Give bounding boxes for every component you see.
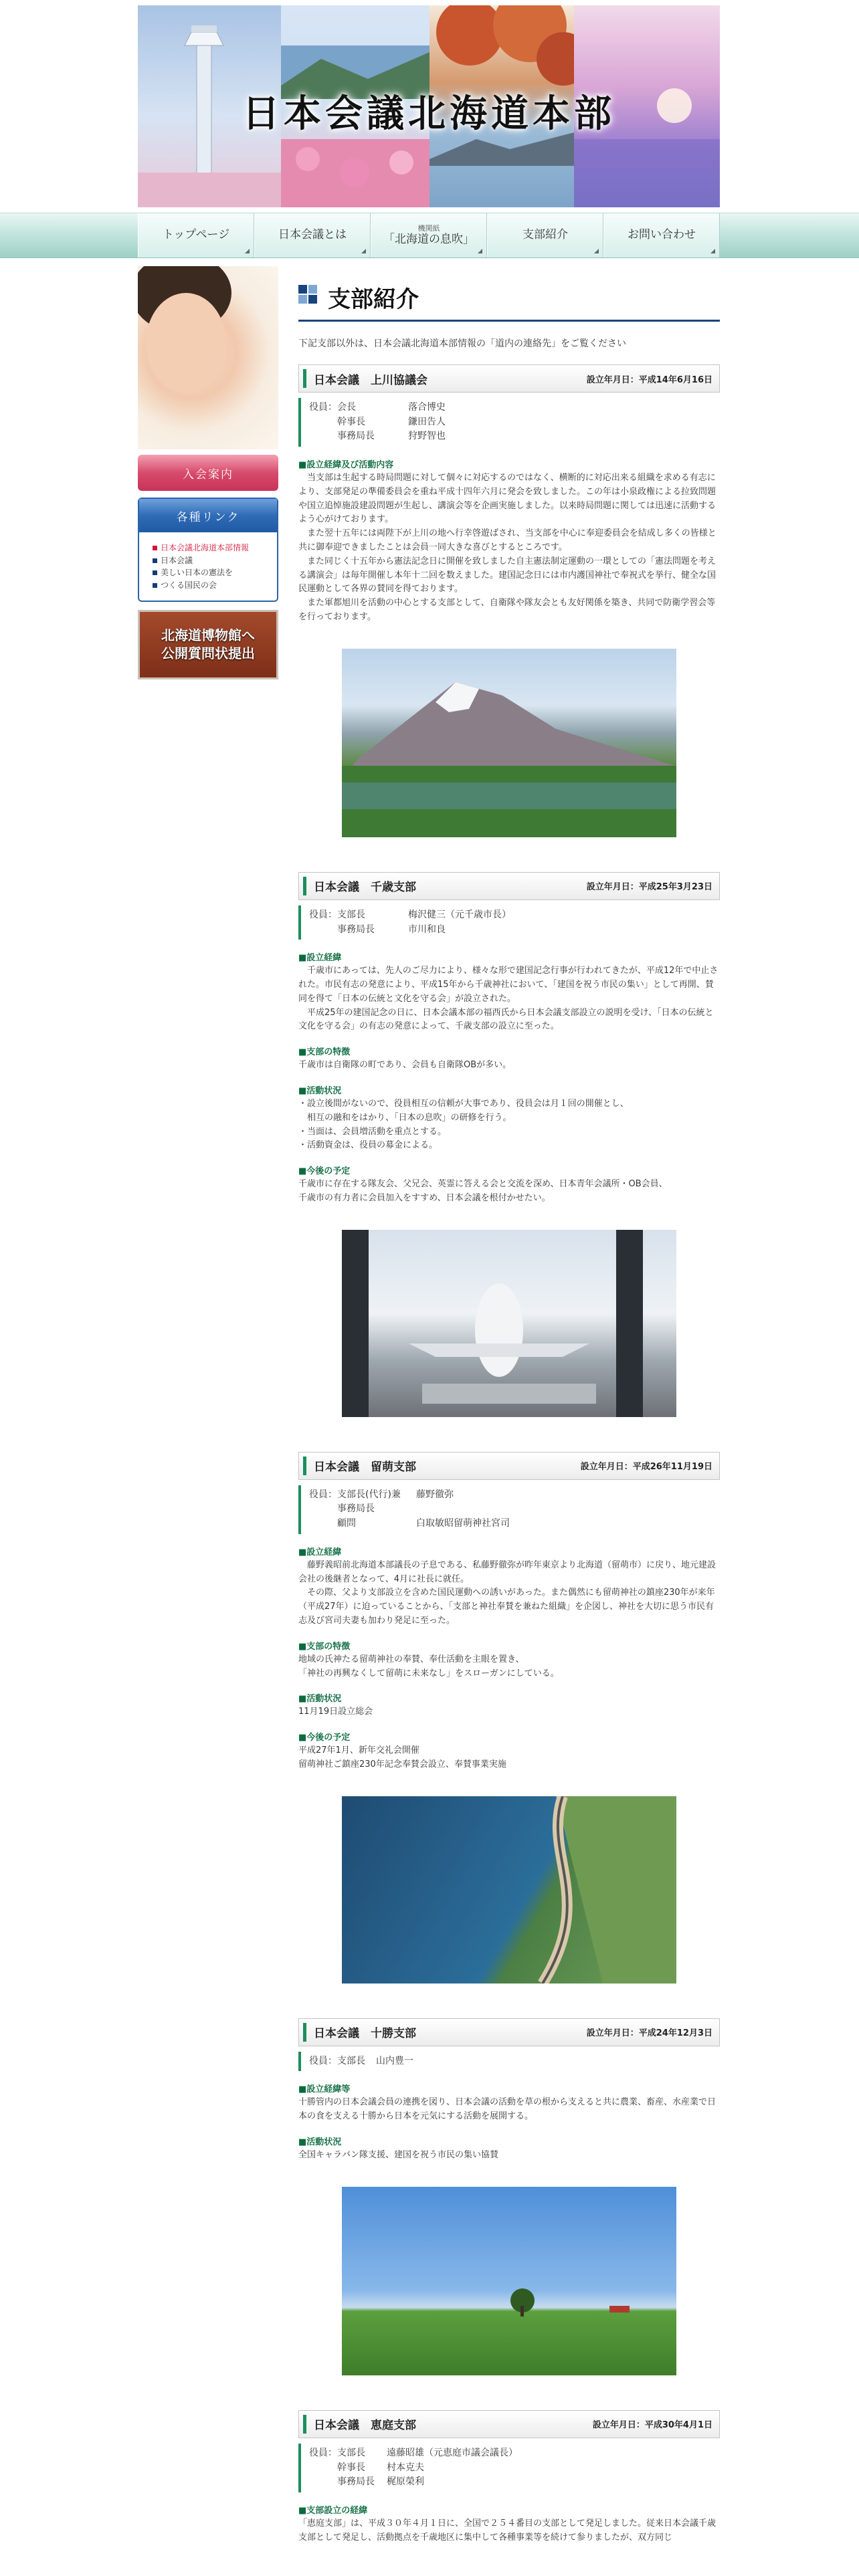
museum-banner[interactable] — [138, 610, 278, 679]
officer-role: 幹事長 — [309, 2462, 365, 2473]
section-heading: ■ 設立経緯等 — [298, 2082, 720, 2095]
nav-bulletin-label: 「北海道の息吹」 — [383, 233, 474, 247]
nav-top-label: トップページ — [162, 228, 230, 242]
corner-arrow-icon — [245, 249, 250, 253]
nav-bulletin[interactable] — [371, 213, 487, 257]
corner-arrow-icon — [361, 249, 366, 253]
branch-date: 設立年月日：平成30年4月1日 — [592, 2420, 712, 2431]
officer-role: 事務局長 — [309, 431, 375, 442]
nav-branches-label: 支部紹介 — [522, 228, 568, 242]
officer-name: 白取敏昭留萌神社宮司 — [416, 1518, 510, 1529]
nav-about-label: 日本会議とは — [278, 228, 347, 242]
section-heading: ■ 支部の特徴 — [298, 1639, 720, 1652]
link-hokkaido-info[interactable]: 日本会議北海道本部情報 — [153, 542, 269, 554]
museum-banner-line1: 北海道博物館へ — [161, 627, 255, 644]
section-text: 藤野義昭前北海道本部議長の子息である、私藤野徹弥が昨年東京より北海道（留萌市）に戻り、地元建設会社の後継者となって、4月に社長に就任。 その際、父より支部設立を含めた国民運動への誘いがあった。また偶然にも留萌神社の鎮座230年が来年（平成27年）に迫っていることから、「支部と神社奉賛を兼ねた組織」を企図し、神社を大切に思う市民有志及び宮司夫妻も加わり発足に至った。 — [298, 1560, 717, 1626]
section-text: 千歳市に存在する隊友会、父兄会、英霊に答える会と交流を深め、日本青年会議所・OB会員、 千歳市の有力者に会員加入をすすめ、日本会議を根付かせたい。 — [298, 1179, 668, 1203]
officer-role: 事務局長 — [309, 924, 375, 935]
branch-chitose — [298, 872, 720, 1417]
photo-field — [342, 2187, 676, 2375]
officer-name: 山内豊一 — [376, 2055, 413, 2066]
section-heading: ■ 支部設立の経緯 — [298, 2503, 720, 2516]
corner-arrow-icon — [594, 249, 599, 253]
officer-list — [298, 398, 720, 447]
photo-mountain — [342, 649, 676, 837]
join-button-label: 入会案内 — [183, 467, 233, 481]
links-heading: 各種リンク — [139, 499, 277, 532]
branch-eniwa — [298, 2410, 720, 2545]
link-nippon-kaigi[interactable]: 日本会議 — [153, 554, 269, 567]
section-heading: ■ 設立経緯 — [298, 1545, 720, 1558]
link-constitution-line2[interactable]: つくる国民の会 — [153, 579, 269, 592]
branch-header — [298, 364, 720, 393]
officer-role: 顧問 — [309, 1518, 356, 1529]
officer-role: 役員：支部長 — [309, 2055, 365, 2066]
coast-road-image — [342, 1796, 676, 1983]
nav-about[interactable] — [254, 213, 371, 257]
officer-name: 落合博史 — [408, 402, 446, 413]
officer-role: 役員：支部長 — [309, 909, 365, 920]
officer-role: 事務局長 — [309, 1503, 375, 1515]
header-banner[interactable] — [138, 5, 720, 207]
branch-name: 日本会議 留萌支部 — [314, 1461, 416, 1475]
photo-coast — [342, 1796, 676, 1983]
main-content — [298, 266, 720, 2545]
page-title: 支部紹介 — [328, 286, 419, 313]
airplane-image — [342, 1230, 676, 1417]
section-heading: ■ 活動状況 — [298, 2135, 720, 2147]
site-title: 日本会議北海道本部 — [242, 92, 615, 136]
officer-name: 梶原榮利 — [387, 2476, 424, 2488]
officer-role: 幹事長 — [309, 416, 365, 427]
page-heading — [298, 266, 720, 322]
officer-name: 遠藤昭雄（元恵庭市議会議長） — [387, 2447, 518, 2458]
section-heading: ■ 今後の予定 — [298, 1164, 720, 1176]
officer-name: 鎌田告人 — [408, 416, 446, 427]
section-text: 全国キャラバン隊支援、建国を祝う市民の集い協賛 — [298, 2150, 499, 2161]
section-text: ・設立後間がないので、役員相互の信頼が大事であり、役員会は月１回の開催とし、 相互の融和をはかり、「日本の息吹」の研修を行う。 ・当面は、会員増活動を重点とする。 ・活動資金は、役員の募金による。 — [298, 1098, 629, 1151]
section-text: 11月19日設立総会 — [298, 1707, 373, 1717]
officer-name: 狩野智也 — [408, 431, 446, 442]
link-constitution[interactable]: 美しい日本の憲法を — [153, 566, 269, 579]
branch-header — [298, 2410, 720, 2438]
section-heading: ■ 活動状況 — [298, 1691, 720, 1704]
branch-tokachi — [298, 2018, 720, 2375]
section-heading: ■ 設立経緯及び活動内容 — [298, 457, 720, 470]
officer-name: 村本克夫 — [387, 2462, 424, 2473]
branch-rumoi — [298, 1452, 720, 1983]
officer-name: 藤野徹弥 — [416, 1489, 454, 1500]
photo-airport — [342, 1230, 676, 1417]
nav-top[interactable] — [138, 213, 254, 257]
section-heading: ■ 支部の特徴 — [298, 1045, 720, 1057]
intro-text: 下記支部以外は、日本会議北海道本部情報の「道内の連絡先」をご覧ください — [298, 338, 626, 349]
section-heading: ■ 設立経緯 — [298, 950, 720, 963]
officer-list — [298, 2052, 720, 2072]
officer-role: 役員：支部長(代行)兼 — [309, 1489, 401, 1500]
section-text: 地域の氏神たる留萌神社の奉賛、奉仕活動を主眼を置き、 「神社の再興なくして留萌に未来なし」をスローガンにしている。 — [298, 1654, 559, 1679]
section-text: 「恵庭支部」は、平成３０年４月１日に、全国で２５４番目の支部として発足しました。従来日本会議千歳支部として発足し、活動拠点を千歳地区に集中して各種事業等を続けて参りましたが、双方同じ — [298, 2518, 717, 2543]
section-heading: ■ 今後の予定 — [298, 1730, 720, 1743]
branch-name: 日本会議 上川協議会 — [314, 373, 427, 387]
child-photo — [138, 266, 278, 449]
branch-name: 日本会議 十勝支部 — [314, 2027, 416, 2041]
nav-branches[interactable] — [487, 213, 603, 257]
branch-header — [298, 872, 720, 900]
section-text: 千歳市にあっては、先人のご尽力により、様々な形で建国記念行事が行われてきたが、平成12年で中止された。市民有志の発意により、平成15年から千歳神社において、「建国を祝う市民の集い」として再開、賛同を得て「日本の伝統と文化を守る会」が設立された。 平成25年の建国記念の日に、日本会議本部の福西氏から日本会議支部設立の説明を受け、「日本の伝統と文化を守る会」の有志の発意によって、千歳支部の設立に至った。 — [298, 966, 719, 1032]
officer-list — [298, 905, 720, 940]
officer-role: 役員：会長 — [309, 402, 356, 413]
officer-name: 梅沢健三（元千歳市長） — [408, 909, 511, 920]
nav-bulletin-small: 機関紙 — [417, 223, 440, 233]
branch-date: 設立年月日：平成26年11月19日 — [580, 1462, 712, 1473]
officer-role: 役員：支部長 — [309, 2447, 365, 2458]
officer-role: 事務局長 — [309, 2476, 375, 2488]
field-image — [342, 2187, 676, 2375]
branch-header — [298, 1452, 720, 1480]
corner-arrow-icon — [710, 249, 715, 253]
sidebar — [138, 266, 278, 679]
branch-date: 設立年月日：平成25年3月23日 — [586, 882, 712, 893]
branch-date: 設立年月日：平成24年12月3日 — [586, 2028, 712, 2039]
officer-list — [298, 2444, 720, 2492]
section-text: 平成27年1月、新年交礼会開催 留萌神社ご鎮座230年記念奉賛会設立、奉賛事業実施 — [298, 1745, 506, 1769]
corner-arrow-icon — [478, 249, 482, 253]
section-text: 当支部は生起する時局問題に対して個々に対応するのではなく、横断的に対応出来る組織を求める有志により、支部発足の準備委員会を重ね平成十四年六月に発会を致しました。この年は小泉政権による拉致問題や国立追悼施設建設問題が生起し、講演会等を企画実施しました。以来時局問題に関しては迅速に活動するよう心がけております。 また翌十五年には両陛下が上川の地へ行幸啓遊ばされ、当支部を中心に奉迎委員会を結成し多くの皆様と共に御奉迎できましたことは会員一同大きな喜びとするところです。 また同じく十五年から憲法記念日に開催を致しました自主憲法制定運動の一環としての「憲法問題を考える講演会」は毎年開催し本年十二回を数えました。建国記念日には市内護国神社で奉祝式を挙行、健全な国民運動として各界の賛同を得ております。 また軍都旭川を活動の中心とする支部として、自衛隊や隊友会とも友好関係を築き、共同で防衛学習会等を行っております。 — [298, 473, 717, 623]
section-text: 十勝管内の日本会議会員の連携を図り、日本会議の活動を草の根から支えると共に農業、畜産、水産業で日本の食を支える十勝から日本を元気にする活動を展開する。 — [298, 2097, 717, 2122]
mountain-image — [342, 649, 676, 837]
branch-name: 日本会議 恵庭支部 — [314, 2419, 416, 2433]
branch-name: 日本会議 千歳支部 — [314, 881, 416, 895]
section-heading: ■ 活動状況 — [298, 1083, 720, 1096]
nav-contact-label: お問い合わせ — [628, 228, 696, 242]
heading-square-icon — [298, 285, 318, 305]
officer-name: 市川和良 — [408, 924, 446, 935]
links-box — [138, 498, 278, 602]
join-button[interactable] — [138, 455, 278, 491]
branch-header — [298, 2018, 720, 2046]
branch-kamikawa — [298, 364, 720, 837]
nav-contact[interactable] — [603, 213, 720, 257]
branch-date: 設立年月日：平成14年6月16日 — [586, 374, 712, 385]
global-nav — [0, 213, 859, 258]
section-text: 千歳市は自衛隊の町であり、会員も自衛隊OBが多い。 — [298, 1060, 512, 1071]
links-list — [139, 532, 277, 601]
museum-banner-line2: 公開質問状提出 — [161, 645, 255, 662]
officer-list — [298, 1485, 720, 1534]
